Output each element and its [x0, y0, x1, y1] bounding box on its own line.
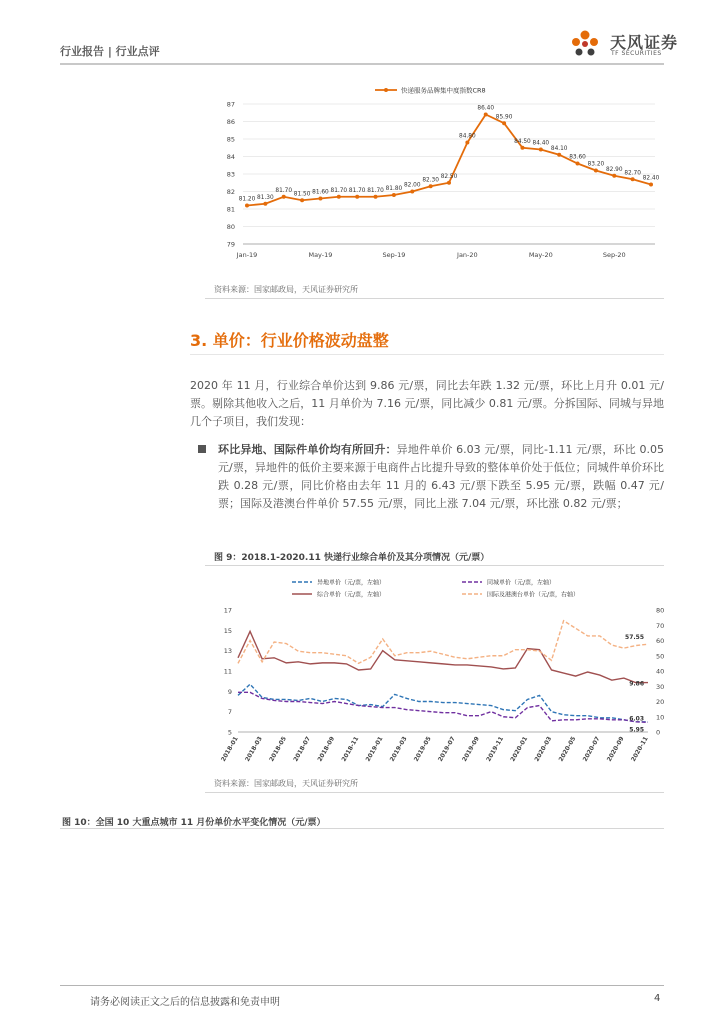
report-category: 行业报告 | 行业点评	[60, 45, 160, 58]
left-y-tick: 11	[223, 667, 232, 676]
footer-disclaimer: 请务必阅读正文之后的信息披露和免责申明	[90, 997, 280, 1008]
cr8-data-label: 84.10	[550, 145, 568, 152]
cr8-y-tick: 84	[226, 153, 235, 161]
unit-price-x-ticks	[220, 736, 650, 763]
unit-price-x-tick: 2019-09	[461, 735, 481, 763]
unit-price-line	[238, 692, 648, 722]
cr8-x-tick: Jan-19	[236, 251, 258, 259]
cr8-point	[484, 113, 488, 117]
cr8-y-tick: 85	[226, 135, 235, 144]
cr8-x-tick: May-19	[308, 251, 333, 259]
bullet-paragraph	[218, 441, 664, 513]
right-y-tick: 80	[656, 606, 665, 615]
unit-price-end-label: 57.55	[625, 634, 644, 642]
figure9-top-rule	[205, 565, 664, 566]
left-y-tick: 7	[227, 708, 232, 717]
cr8-y-tick: 80	[226, 223, 235, 231]
cr8-point	[300, 198, 304, 202]
unit-price-legend	[292, 579, 579, 599]
cr8-data-label: 81.70	[330, 187, 348, 194]
cr8-point	[631, 177, 635, 181]
unit-price-x-tick: 2019-01	[364, 735, 385, 763]
cr8-data-label: 84.80	[459, 133, 476, 140]
unit-price-x-tick: 2018-09	[316, 735, 337, 763]
cr8-data-label: 81.50	[293, 191, 311, 198]
figure8-bottom-rule	[205, 298, 664, 299]
unit-price-legend-label: 综合单价（元/票，左轴）	[317, 591, 386, 599]
unit-price-x-tick: 2020-11	[629, 735, 650, 763]
cr8-point	[392, 193, 396, 197]
cr8-y-tick: 82	[226, 188, 235, 196]
cr8-chart	[205, 82, 665, 264]
unit-price-end-label: 6.03	[629, 715, 644, 723]
right-y-tick: 10	[656, 713, 665, 722]
cr8-data-label: 81.70	[367, 187, 384, 194]
unit-price-series	[238, 621, 648, 723]
cr8-point	[410, 190, 414, 194]
figure10-title: 图 10：全国 10 大重点城市 11 月份单价水平变化情况（元/票）	[62, 818, 326, 828]
cr8-point	[594, 169, 598, 173]
cr8-point	[612, 174, 616, 178]
cr8-point	[520, 146, 524, 150]
cr8-point	[649, 183, 653, 187]
right-y-tick: 60	[656, 637, 665, 645]
cr8-x-tick: May-20	[528, 251, 553, 259]
cr8-point	[539, 148, 543, 152]
cr8-data-label: 81.60	[312, 189, 329, 196]
cr8-point	[557, 153, 561, 157]
section-paragraph: 2020 年 11 月，行业综合单价达到 9.86 元/票，同比去年跌 1.32 元/票，环比上月升 0.01 元/票。剔除其他收入之后，11 月单价为 7.16 元/票，同比减少 0.81 元/票。分拆国际、同城与异地几个子项目，我们发现：	[190, 379, 664, 428]
unit-price-y-ticks	[224, 607, 665, 737]
unit-price-line	[238, 684, 648, 722]
cr8-y-tick: 87	[226, 100, 235, 109]
unit-price-x-tick: 2019-11	[485, 735, 506, 763]
left-y-tick: 13	[223, 647, 232, 656]
bullet-square-icon	[198, 445, 206, 453]
unit-price-line	[238, 631, 648, 682]
unit-price-x-tick: 2020-07	[581, 735, 602, 763]
cr8-data-label: 82.50	[440, 173, 458, 180]
cr8-data-label: 83.20	[587, 161, 605, 168]
cr8-data-label: 81.70	[348, 187, 366, 194]
cr8-point	[576, 162, 580, 166]
right-y-tick: 50	[656, 652, 665, 661]
figure9-source: 资料来源：国家邮政局，天风证券研究所	[214, 779, 358, 788]
cr8-data-label: 81.70	[275, 187, 293, 194]
footer-divider	[60, 985, 664, 986]
cr8-data-label: 81.30	[257, 194, 274, 201]
cr8-x-tick: Sep-20	[602, 251, 626, 259]
right-y-tick: 30	[656, 682, 665, 691]
figure9-bottom-rule	[205, 792, 664, 793]
cr8-data-label: 84.50	[514, 138, 531, 145]
cr8-y-tick: 79	[226, 240, 235, 249]
cr8-x-tick: Sep-19	[382, 251, 406, 259]
bullet-heading: 环比异地、国际件单价均有所回升：	[218, 443, 397, 456]
unit-price-x-tick: 2019-07	[436, 735, 457, 763]
cr8-legend	[375, 86, 486, 95]
unit-price-x-tick: 2018-11	[340, 735, 361, 763]
cr8-data-labels	[239, 106, 660, 203]
brand-sub: TF SECURITIES	[611, 50, 662, 57]
cr8-x-ticks	[236, 251, 626, 259]
bullet-body: 异地件单价 6.03 元/票，同比-1.11 元/票，环比 0.05 元/票，异地件的低价主要来源于电商件占比提升导致的整体单价处于低位；同城件单价环比跌 0.28 元/票，同比价格由去年 11 月的 6.43 元/票下跌至 5.95 元/票，跌幅 0.47 元/票；国际及港澳台件单价 57.55 元/票，同比上涨 7.04 元/票，环比涨 0.82 元/票；	[218, 443, 665, 510]
figure10-top-rule	[60, 828, 664, 829]
right-y-tick: 40	[656, 667, 665, 676]
unit-price-end-labels	[625, 634, 644, 733]
cr8-y-ticks	[227, 101, 235, 249]
figure9-title: 图 9：2018.1-2020.11 快递行业综合单价及其分项情况（元/票）	[214, 553, 490, 563]
cr8-data-label: 82.40	[642, 175, 660, 182]
cr8-y-tick: 83	[226, 170, 235, 179]
cr8-point	[337, 195, 341, 199]
cr8-point	[429, 184, 433, 188]
unit-price-x-tick: 2018-05	[268, 735, 288, 763]
left-y-tick: 9	[227, 687, 232, 696]
header-divider	[60, 63, 664, 65]
right-y-tick: 0	[656, 728, 661, 737]
cr8-data-label: 81.20	[238, 196, 256, 203]
section-title: 3. 单价：行业价格波动盘整	[190, 331, 389, 350]
cr8-data-label: 82.00	[403, 182, 421, 189]
unit-price-x-tick: 2020-05	[557, 735, 578, 763]
unit-price-x-tick: 2019-03	[388, 735, 409, 763]
unit-price-x-tick: 2019-05	[412, 735, 433, 763]
cr8-legend-label: 快递服务品牌集中度指数CR8	[401, 86, 486, 95]
left-y-tick: 17	[223, 606, 232, 615]
cr8-data-label: 86.40	[477, 105, 495, 112]
cr8-data-label: 82.30	[422, 177, 439, 184]
brand-name: 天风证券	[610, 33, 679, 52]
unit-price-x-tick: 2018-03	[244, 735, 264, 763]
unit-price-legend-label: 异地单价（元/票，左轴）	[317, 579, 386, 587]
cr8-point	[447, 181, 451, 185]
section-rule	[190, 354, 664, 355]
cr8-point	[282, 195, 286, 199]
cr8-point	[263, 202, 267, 206]
cr8-y-tick: 86	[226, 118, 235, 126]
cr8-y-tick: 81	[226, 205, 235, 214]
cr8-data-label: 81.80	[385, 186, 403, 192]
cr8-data-label: 84.40	[532, 140, 550, 147]
unit-price-end-label: 5.95	[629, 726, 644, 734]
cr8-legend-marker	[384, 88, 388, 92]
left-y-tick: 15	[223, 626, 232, 635]
unit-price-x-tick: 2020-01	[509, 735, 530, 763]
figure8-source: 资料来源：国家邮政局，天风证券研究所	[214, 285, 358, 294]
right-y-tick: 20	[656, 698, 665, 706]
unit-price-x-tick: 2020-09	[605, 735, 626, 763]
cr8-data-label: 82.90	[605, 166, 623, 173]
left-y-tick: 5	[227, 728, 232, 737]
unit-price-chart	[210, 574, 670, 774]
right-y-tick: 70	[656, 621, 665, 630]
cr8-x-tick: Jan-20	[457, 251, 478, 259]
logo-flower-icon	[572, 31, 598, 56]
cr8-point	[465, 141, 469, 145]
unit-price-line	[238, 621, 648, 664]
unit-price-x-tick: 2020-03	[533, 735, 554, 763]
cr8-point	[355, 195, 359, 199]
cr8-data-label: 85.90	[495, 114, 513, 121]
cr8-point	[318, 197, 322, 201]
cr8-data-label: 82.70	[624, 170, 641, 177]
cr8-data-label: 83.60	[569, 154, 586, 161]
unit-price-end-label: 9.86	[629, 680, 644, 688]
unit-price-legend-label: 国际及港澳台单价（元/票，右轴）	[487, 591, 580, 599]
unit-price-x-tick: 2018-07	[292, 735, 313, 763]
page-number: 4	[654, 993, 661, 1004]
cr8-point	[374, 195, 378, 199]
unit-price-legend-label: 同城单价（元/票，左轴）	[487, 579, 556, 587]
cr8-point	[245, 204, 249, 208]
unit-price-x-tick: 2018-01	[219, 735, 240, 763]
cr8-point	[502, 121, 506, 125]
